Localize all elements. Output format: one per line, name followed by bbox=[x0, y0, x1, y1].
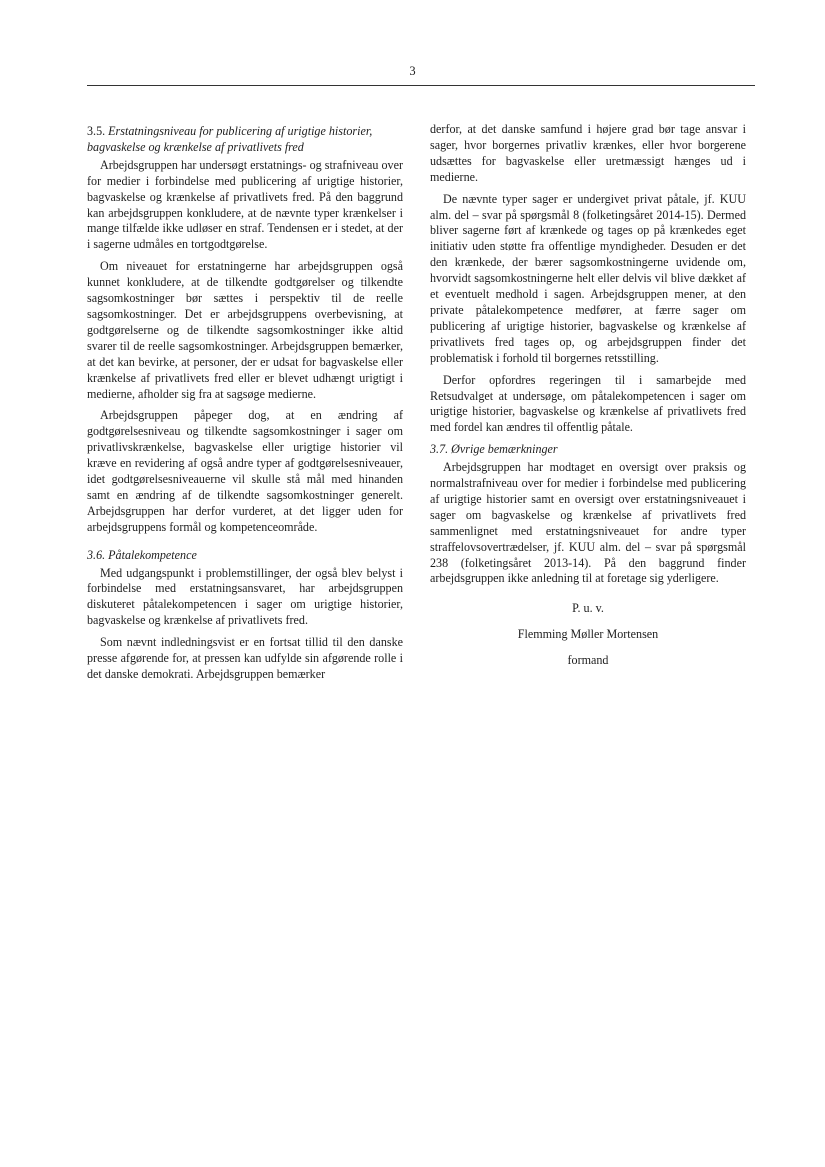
section-3-6-heading: 3.6. Påtalekompetence bbox=[87, 547, 197, 562]
right-column bbox=[430, 122, 746, 671]
signatory-title: formand bbox=[567, 653, 609, 668]
paragraph: Arbejdsgruppen har undersøgt erstatnings- og strafniveau over for medier i forbindelse med publicering af urigtige historier, bagvaskelse og krænkelse af privatlivets fred. På den baggrund kan arbejdsgruppen konkludere, at de nævnte typer krænkelser i mange tilfælde ikke udløser en straf. Tendensen er i stedet, at der i sagerne udmåles en tortgodtgørelse. bbox=[87, 157, 403, 252]
section-3-5-title: Erstatningsniveau for publicering af urigtige historier, bagvaskelse og krænkelse af privatlivets fred bbox=[87, 124, 373, 154]
paragraph: De nævnte typer sager er undergivet privat påtale, jf. KUU alm. del – svar på spørgsmål 8 (folketingsåret 2014-15). Dermed bliver sagerne ført af krænkede og tages op på krænkedes eget initiativ uden støtte fra offentlige myndigheder. Desuden er det den krænkede, der bærer sagsomkostningerne uvidende om, hvorvidt sagsomkostningerne helt eller delvis vil blive dækket af et eventuelt medhold i sagen. Arbejdsgruppen mener, at den private påtalekompetence medfører, at færre sager om publicering af urigtige historier, bagvaskelse og krænkelse af privatlivets fred tages op, og arbejdsgruppen finder det problematisk i forhold til borgernes retsstilling. bbox=[430, 191, 746, 365]
paragraph: Arbejdsgruppen har modtaget en oversigt over praksis og normalstrafniveau over for medier i forbindelse med publicering af urigtige historier samt en oversigt over erstatningsniveauet i sager om bagvaskelse og krænkelse af privatlivets fred sammenlignet med erstatningsniveauet for andre typer straffelovsovertrædelser, jf. KUU alm. del – svar på spørgsmål 238 (folketingsåret 2013-14). På den baggrund finder arbejdsgruppen ikke anledning til at foretage sig yderligere. bbox=[430, 460, 746, 586]
paragraph: Om niveauet for erstatningerne har arbejdsgruppen også kunnet konkludere, at de tilkendte godtgørelser og tilkendte sagsomkostninger bør sættes i perspektiv til de reelle sagsomkostninger. Det er arbejdsgruppens overbevisning, at godtgørelserne og de tilkendte sagsomkostninger ikke altid svarer til de reelle sagsomkostninger. Arbejdsgruppen bemærker, at det kan bevirke, at personer, der er udsat for bagvaskelse eller krænkelse af privatlivets fred eller er blevet udhængt urigtigt i medierne, afholder sig fra at sagsøge medierne. bbox=[87, 259, 403, 401]
paragraph: Som nævnt indledningsvist er en fortsat tillid til den danske presse afgørende for, at pressen kan udfylde sin afgørende rolle i det danske demokrati. Arbejdsgruppen bemærker bbox=[87, 635, 403, 681]
header-rule bbox=[87, 85, 755, 86]
section-3-5-heading bbox=[87, 124, 403, 156]
section-3-7-heading: 3.7. Øvrige bemærkninger bbox=[430, 442, 558, 457]
paragraph-continued: derfor, at det danske samfund i højere grad bør tage ansvar i sager, hvor borgernes privatliv krænkes, eller hvor borgerene udsættes for bagvaskelse eller uretmæssigt hænges ud i medierne. bbox=[430, 122, 746, 184]
left-column bbox=[87, 122, 403, 689]
paragraph: Med udgangspunkt i problemstillinger, der også blev belyst i forbindelse med erstatningsansvaret, har arbejdsgruppen diskuteret påtalekompetencen i sager om urigtige historier, bagvaskelse og krænkelse af privatlivets fred. bbox=[87, 565, 403, 628]
signature-block bbox=[430, 597, 746, 671]
signatory-name: Flemming Møller Mortensen bbox=[517, 627, 659, 642]
paragraph: Derfor opfordres regeringen til i samarbejde med Retsudvalget at undersøge, om påtalekompetencen i sager om urigtige historier, bagvaskelse og krænkelse af privatlivets fred med fordel kan ændres til offentlig påtale. bbox=[430, 372, 746, 435]
section-3-5-number: 3.5. bbox=[87, 124, 106, 138]
paragraph: Arbejdsgruppen påpeger dog, at en ændring af godtgørelsesniveau og tilkendte sagsomkostninger i sager om privatlivskrænkelse, bagvaskelse eller urigtige historier vil kræve en revidering af også andre typer af godtgørelsesniveauer, idet godtgørelsesniveauerne vil skulle stå mål med hinanden samt en ændring af de tilkendte sagsomkostninger generelt. Arbejdsgruppen har derfor vurderet, at det ligger uden for arbejdsgruppens formål og kompetenceområde. bbox=[87, 408, 403, 534]
page-number: 3 bbox=[409, 64, 416, 78]
on-behalf-of: P. u. v. bbox=[572, 601, 604, 616]
